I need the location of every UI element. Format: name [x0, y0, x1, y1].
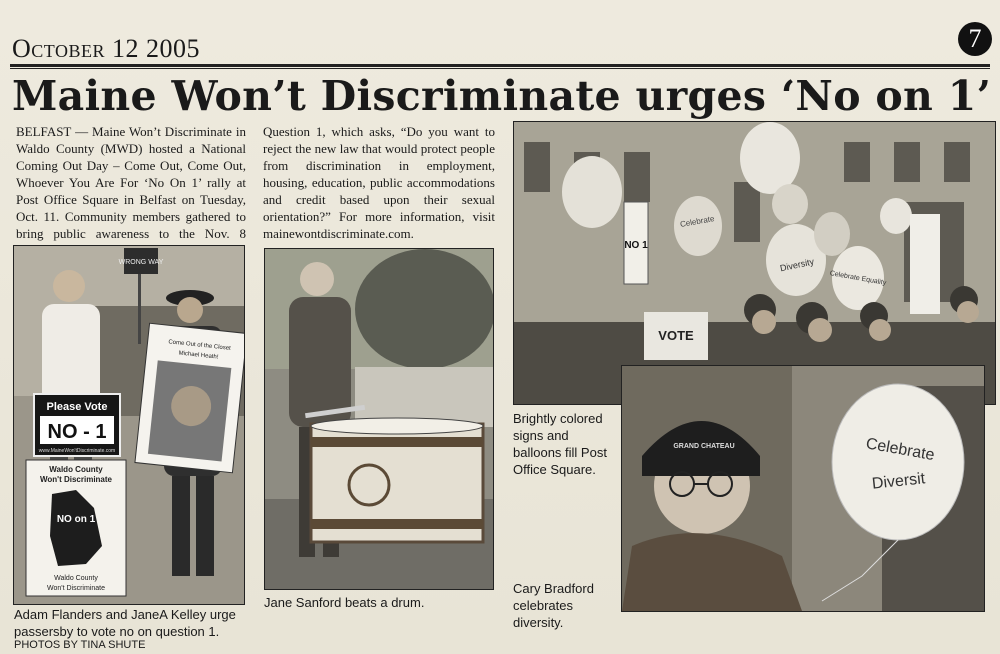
- photo-credit: PHOTOS BY TINA SHUTE: [14, 639, 146, 651]
- balloon-text-celebrate: Celebrate: [679, 214, 716, 230]
- poster-line-2: Michael Heath!: [178, 350, 219, 361]
- article-column-2: Question 1, which asks, “Do you want to reject the new law that would protect people from discrimination in employment, housing, education, public accommodations and credit based upon their sexual orientation?” For more information, visit mainewontdiscriminate.com.: [263, 124, 495, 241]
- photo-sign-holders: [13, 245, 245, 605]
- sign-waldo-county: Waldo County: [49, 465, 103, 474]
- header-rule-thin: [10, 68, 990, 69]
- issue-date: October 12 2005: [12, 34, 200, 63]
- photo-drummer: [264, 248, 494, 590]
- article-column-1: BELFAST — Maine Won’t Discriminate in Waldo County (MWD) hosted a National Coming Out Day – Come Out, Come Out, Whoever You Are For ‘No On 1’ rally at Post Office Square in Belfast on Tuesday, Oct. 11. Community members gathered to bring public awareness to the Nov. 8: [16, 124, 246, 241]
- street-sign-text: WRONG WAY: [118, 259, 164, 266]
- article-headline: Maine Won’t Discriminate urges ‘No on 1’: [12, 72, 992, 120]
- header-rule: [10, 64, 990, 67]
- sign-waldo-county-bottom: Waldo County: [54, 575, 98, 582]
- page-number-badge: 7: [958, 22, 992, 56]
- sign-no-on-1: NO on 1: [56, 514, 96, 525]
- caption-sign-holders: Adam Flanders and JaneA Kelley urge passersby to vote no on question 1.: [14, 607, 236, 639]
- sign-url: www.MaineWon'tDiscriminate.com: [38, 448, 116, 454]
- hat-text: GRAND CHATEAU: [673, 443, 735, 450]
- photo-crowd-balloons: [513, 121, 996, 405]
- balloon-text-line2: Diversit: [871, 470, 926, 493]
- sign-no-1-small: NO 1: [624, 240, 648, 251]
- caption-man-balloon: Cary Bradford celebrates diversity.: [513, 581, 594, 630]
- caption-crowd: Brightly colored signs and balloons fill Post Office Square.: [513, 411, 607, 477]
- balloon-text-equality: Celebrate Equality: [829, 270, 887, 287]
- sign-please-vote: Please Vote: [46, 401, 108, 413]
- sign-no-1: NO - 1: [47, 421, 107, 443]
- photo-man-with-balloon: [621, 365, 985, 612]
- balloon-text-line1: Celebrate: [864, 435, 936, 465]
- poster-line-1: Come Out of the Closet: [168, 339, 232, 352]
- sign-vote: VOTE: [658, 328, 694, 343]
- sign-wont-discriminate: Won't Discriminate: [40, 475, 112, 484]
- balloon-text-diversity: Diversity: [779, 256, 815, 274]
- caption-drummer: Jane Sanford beats a drum.: [264, 595, 425, 610]
- sign-wont-discriminate-bottom: Won't Discriminate: [47, 585, 105, 592]
